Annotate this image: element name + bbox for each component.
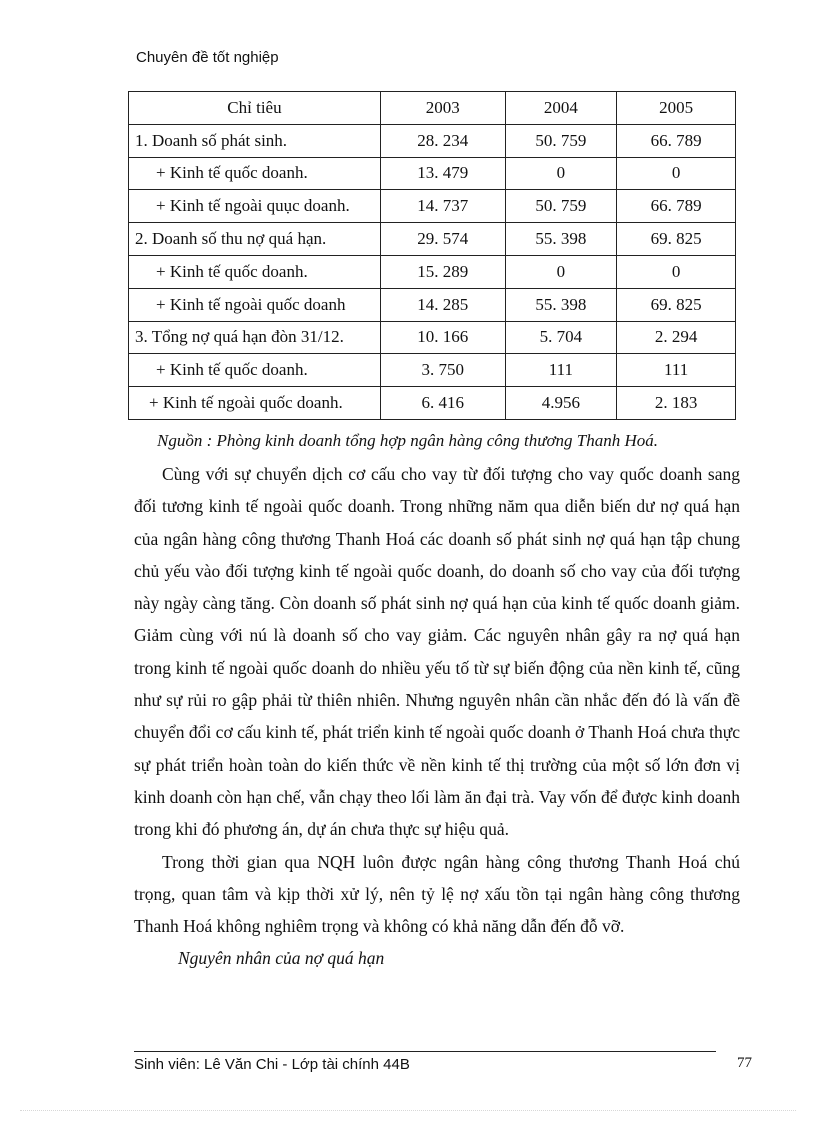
table-header-row — [129, 92, 736, 125]
cell-value: 0 — [617, 255, 736, 288]
cell-value: 66. 789 — [617, 124, 736, 157]
cell-value: 0 — [617, 157, 736, 190]
row-label: + Kinh tế quốc doanh. — [129, 255, 381, 288]
column-header-indicator: Chỉ tiêu — [129, 92, 381, 125]
overdue-debt-table — [128, 91, 736, 420]
section-subheading: Nguyên nhân của nợ quá hạn — [178, 948, 385, 969]
table-row — [129, 387, 736, 420]
paragraph: Cùng với sự chuyển dịch cơ cấu cho vay từ đối tượng cho vay quốc doanh sang đối tương kinh tế ngoài quốc doanh. Trong những năm qua diễn biến dư nợ quá hạn của ngân hàng công thương Thanh Hoá các doanh số phát sinh nợ quá hạn tập chung chủ yếu vào đối tượng kinh tế ngoài quốc doanh, do doanh số cho vay của đối tượng này ngày càng tăng. Còn doanh số phát sinh nợ quá hạn của kinh tế quốc doanh giảm. Giảm cùng với nú là doanh số cho vay giảm. Các nguyên nhân gây ra nợ quá hạn trong kinh tế ngoài quốc doanh do nhiều yếu tố từ sự biến động của nền kinh tế, cũng như sự rủi ro gập phải từ thiên nhiên. Nhưng nguyên nhân cần nhắc đến đó là vấn đề chuyển đổi cơ cấu kinh tế, phát triển kinh tế ngoài quốc doanh ở Thanh Hoá chưa thực sự phát triển hoàn toàn do kiến thức về nền kinh tế thị trường của một số lớn đơn vị kinh doanh còn hạn chế, vẫn chạy theo lối làm ăn đại trà. Vay vốn để được kinh doanh trong khi đó phương án, dự án chưa thực sự hiệu quả. — [134, 464, 740, 840]
table-source-note: Nguồn : Phòng kinh doanh tổng hợp ngân hàng công thương Thanh Hoá. — [157, 431, 659, 450]
cell-value: 0 — [505, 157, 617, 190]
row-label: 3. Tổng nợ quá hạn đòn 31/12. — [129, 321, 381, 354]
footer-student-info: Sinh viên: Lê Văn Chi - Lớp tài chính 44B — [134, 1056, 410, 1073]
cell-value: 6. 416 — [380, 387, 505, 420]
cell-value: 3. 750 — [380, 354, 505, 387]
row-label: + Kinh tế ngoài quốc doanh — [129, 288, 381, 321]
row-label: + Kinh tế quốc doanh. — [129, 354, 381, 387]
cell-value: 5. 704 — [505, 321, 617, 354]
cell-value: 0 — [505, 255, 617, 288]
cell-value: 2. 183 — [617, 387, 736, 420]
page-number: 77 — [737, 1055, 752, 1071]
table-row — [129, 124, 736, 157]
cell-value: 66. 789 — [617, 190, 736, 223]
table-row — [129, 354, 736, 387]
row-label: + Kinh tế ngoài quốc doanh. — [129, 387, 381, 420]
body-text — [134, 458, 740, 975]
cell-value: 14. 737 — [380, 190, 505, 223]
table-row — [129, 288, 736, 321]
table-row — [129, 190, 736, 223]
footer-divider — [134, 1051, 716, 1052]
cell-value: 10. 166 — [380, 321, 505, 354]
table-row — [129, 223, 736, 256]
paragraph: Trong thời gian qua NQH luôn được ngân hàng công thương Thanh Hoá chú trọng, quan tâm và kịp thời xử lý, nên tỷ lệ nợ xấu tồn tại ngân hàng công thương Thanh Hoá không nghiêm trọng và không có khả năng dẫn đến đỗ vỡ. — [134, 851, 740, 937]
table-row — [129, 321, 736, 354]
cell-value: 50. 759 — [505, 124, 617, 157]
cell-value: 55. 398 — [505, 288, 617, 321]
row-label: + Kinh tế ngoài quục doanh. — [129, 190, 381, 223]
cell-value: 2. 294 — [617, 321, 736, 354]
cell-value: 69. 825 — [617, 223, 736, 256]
table-row — [129, 157, 736, 190]
cell-value: 29. 574 — [380, 223, 505, 256]
cell-value: 69. 825 — [617, 288, 736, 321]
column-header-2003: 2003 — [380, 92, 505, 125]
cell-value: 14. 285 — [380, 288, 505, 321]
cell-value: 13. 479 — [380, 157, 505, 190]
row-label: 2. Doanh số thu nợ quá hạn. — [129, 223, 381, 256]
page-header-title: Chuyên đề tốt nghiệp — [136, 49, 279, 66]
cell-value: 50. 759 — [505, 190, 617, 223]
table-row — [129, 255, 736, 288]
page-bottom-divider — [20, 1110, 796, 1111]
cell-value: 111 — [505, 354, 617, 387]
cell-value: 15. 289 — [380, 255, 505, 288]
row-label: 1. Doanh số phát sinh. — [129, 124, 381, 157]
cell-value: 4.956 — [505, 387, 617, 420]
cell-value: 55. 398 — [505, 223, 617, 256]
cell-value: 28. 234 — [380, 124, 505, 157]
cell-value: 111 — [617, 354, 736, 387]
column-header-2004: 2004 — [505, 92, 617, 125]
row-label: + Kinh tế quốc doanh. — [129, 157, 381, 190]
column-header-2005: 2005 — [617, 92, 736, 125]
